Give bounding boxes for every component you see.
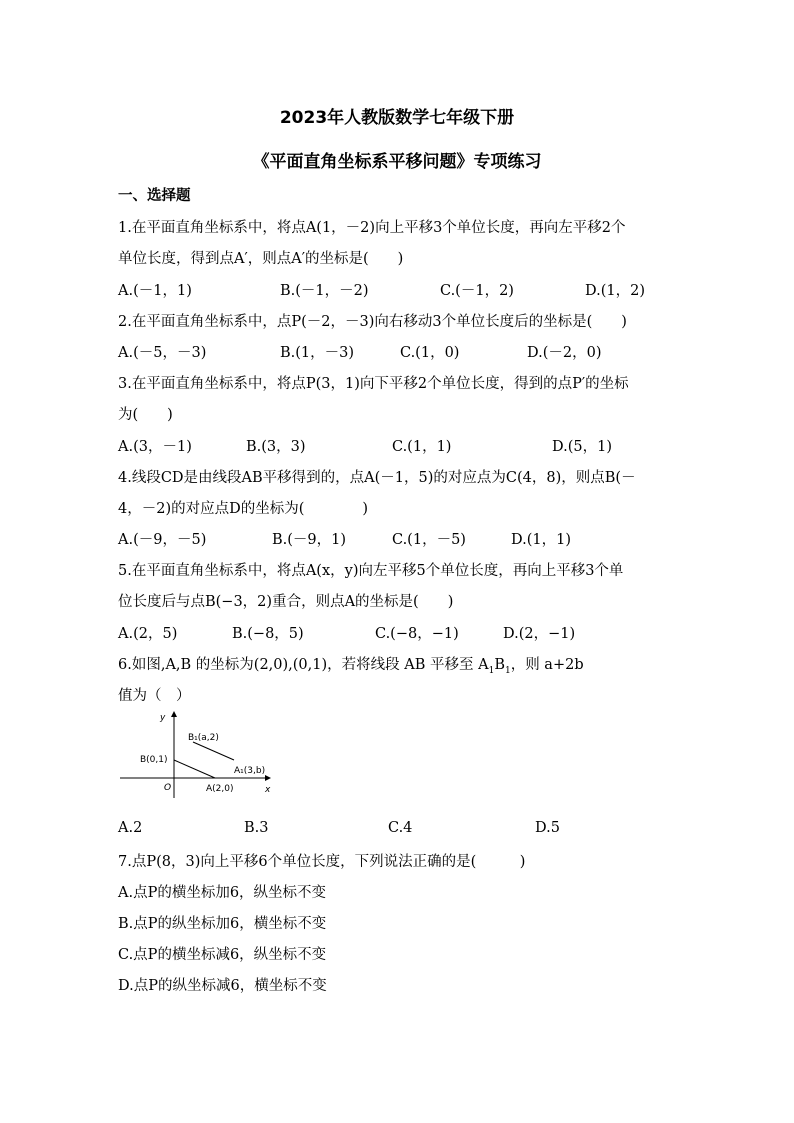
- question-3-line-2: 为( ): [118, 407, 173, 423]
- question-2-line-1: 2.在平面直角坐标系中，点P(－2，－3)向右移动3个单位长度后的坐标是( ): [118, 314, 627, 330]
- q1-option-b: B.(－1，－2): [280, 283, 369, 299]
- q5-option-b: B.(−8，5): [232, 626, 304, 642]
- q6-option-a: A.2: [118, 820, 143, 836]
- question-4-line-1: 4.线段CD是由线段AB平移得到的，点A(－1，5)的对应点为C(4，8)，则点B(－: [118, 470, 636, 486]
- question-7-line-1: 7.点P(8，3)向上平移6个单位长度，下列说法正确的是( ): [118, 854, 526, 870]
- point-a1-label: A₁(3,b): [234, 766, 266, 776]
- coordinate-figure: [118, 706, 288, 802]
- question-6-line-1: [118, 653, 584, 676]
- q3-option-c: C.(1，1): [392, 439, 452, 455]
- q2-option-c: C.(1，0): [400, 345, 460, 361]
- q5-option-a: A.(2，5): [118, 626, 178, 642]
- q1-option-d: D.(1，2): [585, 283, 645, 299]
- q7-option-d: D.点P的纵坐标减6，横坐标不变: [118, 978, 327, 994]
- q5-option-c: C.(−8，−1): [375, 626, 459, 642]
- document-title: 2023年人教版数学七年级下册: [279, 108, 515, 128]
- segment-ab: [174, 760, 215, 778]
- question-3-line-1: 3.在平面直角坐标系中，将点P(3，1)向下平移2个单位长度，得到的点P′的坐标: [118, 376, 629, 392]
- q3-option-a: A.(3，－1): [118, 439, 192, 455]
- question-1-line-1: 1.在平面直角坐标系中，将点A(1，－2)向上平移3个单位长度，再向左平移2个: [118, 220, 626, 236]
- q4-option-b: B.(－9，1): [272, 532, 347, 548]
- question-6-line-2: 值为（ ）: [118, 688, 191, 704]
- q7-option-c: C.点P的横坐标减6，纵坐标不变: [118, 947, 327, 963]
- q2-option-d: D.(－2，0): [527, 345, 602, 361]
- x-axis-label: x: [265, 785, 271, 795]
- q3-option-d: D.(5，1): [552, 439, 612, 455]
- q1-option-a: A.(－1，1): [118, 283, 192, 299]
- q6-option-d: D.5: [535, 820, 560, 836]
- document-subtitle: 《平面直角坐标系平移问题》专项练习: [252, 152, 542, 172]
- q6-text-post: ，则 a+2b: [510, 657, 584, 673]
- q4-option-c: C.(1，－5): [392, 532, 466, 548]
- q5-option-d: D.(2，−1): [503, 626, 576, 642]
- point-a-label: A(2,0): [206, 784, 234, 794]
- q6-option-b: B.3: [244, 820, 269, 836]
- q2-option-a: A.(－5，－3): [118, 345, 207, 361]
- q7-option-b: B.点P的纵坐标加6，横坐标不变: [118, 916, 327, 932]
- origin-label: O: [164, 783, 172, 793]
- question-5-line-1: 5.在平面直角坐标系中，将点A(x，y)向左平移5个单位长度，再向上平移3个单: [118, 563, 624, 579]
- q3-option-b: B.(3，3): [246, 439, 306, 455]
- q2-option-b: B.(1，－3): [280, 345, 355, 361]
- q1-option-c: C.(－1，2): [440, 283, 514, 299]
- segment-a1b1: [193, 742, 234, 760]
- y-axis-label: y: [160, 713, 166, 723]
- q6-sub-a1: 1: [488, 665, 495, 676]
- question-1-line-2: 单位长度，得到点A′，则点A′的坐标是( ): [118, 251, 404, 267]
- question-4-line-2: 4，－2)的对应点D的坐标为( ): [118, 501, 369, 517]
- q6-text-pre: 6.如图,A,B 的坐标为(2,0),(0,1)，若将线段 AB 平移至 A: [118, 657, 489, 673]
- point-b1-label: B₁(a,2): [188, 733, 219, 743]
- section-heading: 一、选择题: [118, 188, 191, 204]
- point-b-label: B(0,1): [140, 755, 168, 765]
- q6-sub-b1: 1: [504, 665, 511, 676]
- q6-option-c: C.4: [388, 820, 413, 836]
- q4-option-d: D.(1，1): [511, 532, 571, 548]
- q4-option-a: A.(－9，－5): [118, 532, 207, 548]
- question-5-line-2: 位长度后与点B(−3，2)重合，则点A的坐标是( ): [118, 594, 454, 610]
- q6-text-mid: B: [494, 657, 505, 673]
- q7-option-a: A.点P的横坐标加6，纵坐标不变: [118, 885, 327, 901]
